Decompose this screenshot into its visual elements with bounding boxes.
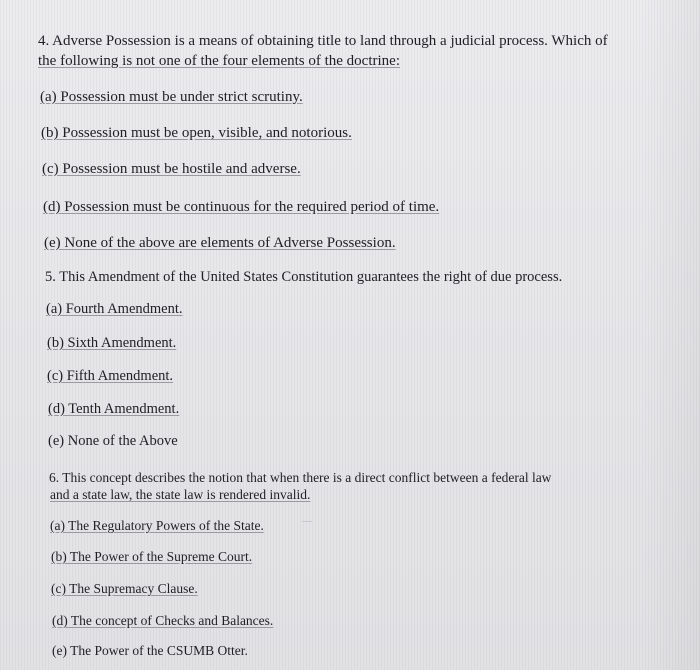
q5-option-e: (e) None of the Above	[48, 433, 178, 449]
page-shading	[640, 0, 700, 670]
q6-option-d: (d) The concept of Checks and Balances.	[52, 613, 274, 628]
stray-mark	[302, 521, 312, 522]
q6-option-b: (b) The Power of the Supreme Court.	[51, 549, 253, 564]
q5-option-d: (d) Tenth Amendment.	[48, 401, 180, 417]
q5-option-c: (c) Fifth Amendment.	[47, 368, 174, 384]
q5-stem: 5. This Amendment of the United States Constitution guarantees the right of due process.	[45, 269, 563, 285]
q4-option-d: (d) Possession must be continuous for the required period of time.	[43, 199, 440, 215]
q6-stem-line2: and a state law, the state law is rendered invalid.	[50, 487, 311, 502]
q4-option-e: (e) None of the above are elements of Adverse Possession.	[44, 235, 396, 251]
q5-option-b: (b) Sixth Amendment.	[47, 335, 177, 351]
q4-option-a: (a) Possession must be under strict scrutiny.	[40, 89, 303, 105]
q6-option-a: (a) The Regulatory Powers of the State.	[50, 518, 264, 533]
q4-option-c: (c) Possession must be hostile and adverse.	[42, 161, 301, 177]
q4-stem-line2: the following is not one of the four elements of the doctrine:	[38, 53, 400, 69]
q6-option-c: (c) The Supremacy Clause.	[51, 581, 198, 596]
q4-stem-line1: 4. Adverse Possession is a means of obtaining title to land through a judicial process. Which of	[38, 33, 608, 49]
q6-option-e: (e) The Power of the CSUMB Otter.	[52, 643, 248, 658]
q5-option-a: (a) Fourth Amendment.	[46, 301, 183, 317]
q4-option-b: (b) Possession must be open, visible, and notorious.	[41, 125, 352, 141]
q6-stem-line1: 6. This concept describes the notion that when there is a direct conflict between a federal law	[49, 470, 552, 485]
